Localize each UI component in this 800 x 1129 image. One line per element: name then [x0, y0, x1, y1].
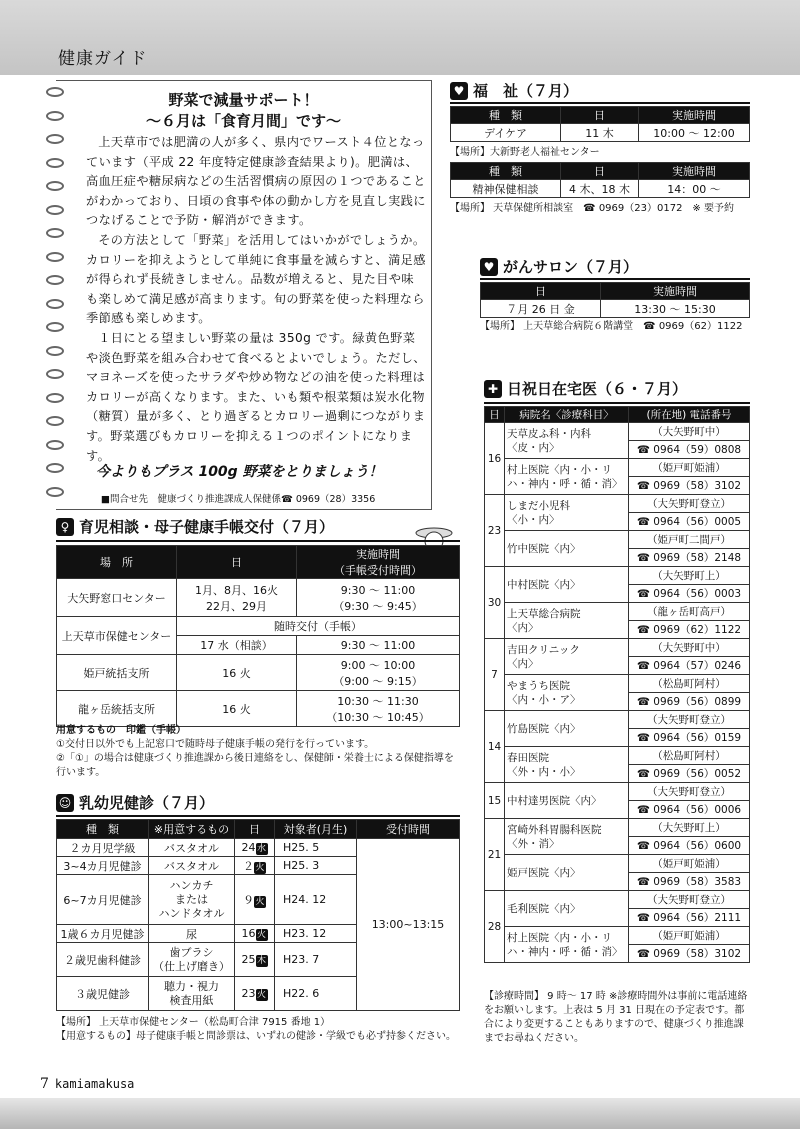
hospital-location: （大矢野町登立） [629, 495, 750, 513]
doctor-day: 28 [485, 891, 505, 963]
cell: デイケア [451, 124, 561, 142]
hospital-name: しまだ小児科 〈小・内〉 [505, 495, 629, 531]
hospital-location: （松島町阿村） [629, 675, 750, 693]
cell: 尿 [149, 925, 235, 943]
hospital-phone: ☎ 0964（56）0600 [629, 837, 750, 855]
hospital-phone: ☎ 0964（56）0005 [629, 513, 750, 531]
hospital-name: 上天草総合病院 〈内〉 [505, 603, 629, 639]
nyuyoji-place: 【場所】 上天草市保健センター（松島町合津 7915 番地 1） [56, 1017, 331, 1028]
hospital-name: 宮崎外科胃腸科医院 〈外・消〉 [505, 819, 629, 855]
cell: バスタオル [149, 839, 235, 857]
nyuyoji-notes [56, 1016, 476, 1044]
col-time: 実施時間 [601, 283, 750, 300]
cell: 3~4カ月児健診 [57, 857, 149, 875]
hospital-location: （大矢野町上） [629, 819, 750, 837]
hospital-name: 中村達男医院〈内〉 [505, 783, 629, 819]
cell: ３歳児健診 [57, 977, 149, 1011]
fukushi-place-2: 【場所】 天草保健所相談室 ☎ 0969（23）0172 ※ 要予約 [450, 203, 734, 214]
nyuyoji-heading [56, 792, 214, 813]
ikuji-items: 用意するもの 印鑑（手帳） [56, 725, 186, 736]
heart-icon: ♥ [480, 258, 498, 276]
cell: 14：00 ～ [639, 180, 750, 198]
cell: ２歳児歯科健診 [57, 943, 149, 977]
col-day: 日 [235, 820, 275, 839]
gan-table [480, 282, 750, 318]
col-day: 日 [481, 283, 601, 300]
cell: 25木 [235, 943, 275, 977]
col-kind: 種 類 [451, 107, 561, 124]
hospital-location: （姫戸町姫浦） [629, 927, 750, 945]
col-day: 日 [485, 407, 505, 423]
medical-cross-icon: ✚ [484, 380, 502, 398]
doctor-day: 7 [485, 639, 505, 711]
fukushi-title: 福 祉（７月） [473, 82, 579, 100]
fukushi-place-1: 【場所】大新野老人福祉センター [450, 147, 600, 158]
vegetable-paragraph: １日にとる望ましい野菜の量は 350g です。緑黄色野菜や淡色野菜を組み合わせて食べるとよいでしょう。ただし、マヨネーズを使ったサラダや炒め物などの油を使った料理はカロリーが高くなります。また、いも類や根菜類は炭水化物（糖質）量が多く、とり過ぎるとカロリー過剰につながります。野菜選びもカロリーを抑える１つのポイントになります。 [86, 330, 426, 463]
vegetable-inquiry: ■問合せ先 健康づくり推進課成人保健係☎ 0969（28）3356 [101, 494, 376, 505]
mother-icon: ♀ [56, 518, 74, 536]
page-number: 7 kamiamakusa [40, 1076, 135, 1092]
cell: 9:30 ～ 11:00 [297, 636, 460, 655]
hospital-name: 吉田クリニック 〈内〉 [505, 639, 629, 675]
doctor-day: 23 [485, 495, 505, 567]
zaitaku-note: 【診療時間】 9 時～ 17 時 ※診療時間外は事前に電話連絡をお願いします。上表は 5 月 31 日現在の予定表です。都合により変更することもありますので、健康づくり推進課までお尋ねください。 [484, 991, 748, 1044]
zaitaku-table [484, 406, 750, 963]
hospital-name: 春田医院 〈外・内・小〉 [505, 747, 629, 783]
hospital-phone: ☎ 0964（56）0006 [629, 801, 750, 819]
ikuji-table [56, 545, 460, 727]
hospital-phone: ☎ 0964（56）2111 [629, 909, 750, 927]
cell: H25. 5 [275, 839, 357, 857]
col-item: ※用意するもの [149, 820, 235, 839]
col-day: 日 [561, 107, 639, 124]
cell: H23. 12 [275, 925, 357, 943]
cell: バスタオル [149, 857, 235, 875]
col-day: 日 [177, 546, 297, 579]
cell: 17 水（相談） [177, 636, 297, 655]
cell: 聴力・視力 検査用紙 [149, 977, 235, 1011]
heart-icon: ♥ [450, 82, 468, 100]
vegetable-slogan: 今よりもプラス 100g 野菜をとりましょう！ [96, 464, 383, 480]
hospital-name: 天草皮ふ科・内科 〈皮・内〉 [505, 423, 629, 459]
hospital-location: （大矢野町中） [629, 639, 750, 657]
col-place: 場 所 [57, 546, 177, 579]
col-kind: 種 類 [57, 820, 149, 839]
cell: 23火 [235, 977, 275, 1011]
hospital-phone: ☎ 0969（56）0052 [629, 765, 750, 783]
cell: H24. 12 [275, 875, 357, 925]
ikuji-title: 育児相談・母子健康手帳交付（７月） [79, 518, 335, 536]
hospital-location: （松島町阿村） [629, 747, 750, 765]
vegetable-article [56, 80, 432, 510]
fukushi-table-1 [450, 106, 750, 142]
hospital-name: 中村医院〈内〉 [505, 567, 629, 603]
cell: 9:30 ～ 11:00 （9:30 ～ 9:45） [297, 579, 460, 617]
cell: 16火 [235, 925, 275, 943]
cell: 大矢野窓口センター [57, 579, 177, 617]
cell: H25. 3 [275, 857, 357, 875]
gan-place: 【場所】 上天草総合病院６階講堂 ☎ 0969（62）1122 [480, 321, 743, 332]
page-title: 健康ガイド [58, 49, 148, 69]
vegetable-paragraph: その方法として「野菜」を活用してはいかがでしょうか。カロリーを抑えようとして単純に食事量を減らすと、満足感が得られず長続きしません。品数が増えると、見た目や味も楽しめて満足感が高まります。旬の野菜を使った料理なら季節感も楽しめます。 [86, 232, 426, 326]
cell: 11 木 [561, 124, 639, 142]
hospital-location: （大矢野町中） [629, 423, 750, 441]
hospital-phone: ☎ 0969（58）3583 [629, 873, 750, 891]
doctor-day: 21 [485, 819, 505, 891]
gan-title: がんサロン（７月） [503, 258, 639, 276]
hospital-location: （龍ヶ岳町高戸） [629, 603, 750, 621]
cell: 16 火 [177, 655, 297, 691]
fukushi-table-2 [450, 162, 750, 198]
cell: ２火 [235, 857, 275, 875]
ikuji-note-2: ②「①」の場合は健康づくり推進課から後日連絡をし、保健師・栄養士による保健指導を行います。 [56, 753, 454, 778]
vegetable-paragraph: 上天草市では肥満の人が多く、県内でワースト４位となっています（平成 22 年度特定健康診査結果より)。肥満は、高血圧症や糖尿病などの生活習慣病の原因の１つであることがわかっており、日頃の食事や体の動かし方を見直し実践につなげることで予防・解消ができます。 [86, 135, 426, 228]
nyuyoji-items: 【用意するもの】母子健康手帳と問診票は、いずれの健診・学級でも必ず持参ください。 [56, 1031, 456, 1042]
zaitaku-heading [484, 378, 687, 399]
cell: ９火 [235, 875, 275, 925]
cell: 10:30 ～ 11:30 （10:30 ～ 10:45） [297, 691, 460, 727]
hospital-name: 村上医院〈内・小・リハ・神内・呼・循・消〉 [505, 459, 629, 495]
fukushi-heading [450, 80, 578, 101]
hospital-location: （大矢野町登立） [629, 891, 750, 909]
hospital-name: やまうち医院 〈内・小・ア〉 [505, 675, 629, 711]
binder-rings [46, 87, 66, 497]
col-reception: 受付時間 [357, 820, 460, 839]
hospital-location: （大矢野町登立） [629, 711, 750, 729]
col-phone: (所在地) 電話番号 [629, 407, 750, 423]
hospital-location: （大矢野町登立） [629, 783, 750, 801]
nyuyoji-table [56, 819, 460, 1011]
hospital-phone: ☎ 0969（58）3102 [629, 477, 750, 495]
cell: 龍ヶ岳統括支所 [57, 691, 177, 727]
cell: 姫戸統括支所 [57, 655, 177, 691]
col-hospital: 病院名〈診療科目〉 [505, 407, 629, 423]
vegetable-subtitle: ～６月は「食育月間」です～ [145, 112, 341, 130]
col-time: 実施時間 [639, 107, 750, 124]
gan-heading [480, 256, 638, 277]
cell: ２カ月児学級 [57, 839, 149, 857]
hospital-name: 村上医院〈内・小・リハ・神内・呼・循・消〉 [505, 927, 629, 963]
hospital-location: （大矢野町上） [629, 567, 750, 585]
doctor-day: 16 [485, 423, 505, 495]
hospital-location: （姫戸町二間戸） [629, 531, 750, 549]
reception-time: 13:00~13:15 [357, 839, 460, 1011]
cell: 9:00 ～ 10:00 （9:00 ～ 9:15） [297, 655, 460, 691]
cell: 6~7カ月児健診 [57, 875, 149, 925]
vegetable-body [86, 133, 426, 466]
hospital-name: 姫戸医院〈内〉 [505, 855, 629, 891]
cell: 随時交付（手帳） [177, 617, 460, 636]
cell: 13:30 ～ 15:30 [601, 300, 750, 318]
cell: H23. 7 [275, 943, 357, 977]
doctor-day: 15 [485, 783, 505, 819]
footer-bar [0, 1098, 800, 1129]
hospital-phone: ☎ 0969（58）2148 [629, 549, 750, 567]
col-kind: 種 類 [451, 163, 561, 180]
cell: ハンカチ または ハンドタオル [149, 875, 235, 925]
hospital-phone: ☎ 0969（58）3102 [629, 945, 750, 963]
cell: 24水 [235, 839, 275, 857]
ikuji-notes [56, 724, 460, 780]
col-time: 実施時間 （手帳受付時間） [297, 546, 460, 579]
hospital-location: （姫戸町姫浦） [629, 459, 750, 477]
hospital-phone: ☎ 0964（56）0003 [629, 585, 750, 603]
hospital-name: 竹島医院〈内〉 [505, 711, 629, 747]
col-target: 対象者(月生) [275, 820, 357, 839]
cell: 1歳６カ月児健診 [57, 925, 149, 943]
hospital-phone: ☎ 0964（57）0246 [629, 657, 750, 675]
cell: 1月、8月、16火 22月、29月 [177, 579, 297, 617]
hospital-phone: ☎ 0969（62）1122 [629, 621, 750, 639]
cell: 上天草市保健センター [57, 617, 177, 655]
cell: 精神保健相談 [451, 180, 561, 198]
cell: 歯ブラシ （仕上げ磨き） [149, 943, 235, 977]
col-time: 実施時間 [639, 163, 750, 180]
header-bar [0, 0, 800, 75]
hospital-location: （姫戸町姫浦） [629, 855, 750, 873]
hospital-phone: ☎ 0969（56）0899 [629, 693, 750, 711]
cell: H22. 6 [275, 977, 357, 1011]
doctor-day: 14 [485, 711, 505, 783]
cell: 10:00 ～ 12:00 [639, 124, 750, 142]
cell: ７月 26 日 金 [481, 300, 601, 318]
hospital-name: 毛利医院〈内〉 [505, 891, 629, 927]
hospital-name: 竹中医院〈内〉 [505, 531, 629, 567]
cell: 4 木、18 木 [561, 180, 639, 198]
vegetable-title: 野菜で減量サポート！ [168, 91, 319, 109]
baby-icon: ☺ [56, 794, 74, 812]
cell: 16 火 [177, 691, 297, 727]
zaitaku-title: 日祝日在宅医（６・７月） [507, 380, 688, 398]
doctor-day: 30 [485, 567, 505, 639]
nyuyoji-title: 乳幼児健診（７月） [79, 794, 215, 812]
col-day: 日 [561, 163, 639, 180]
hospital-phone: ☎ 0964（59）0808 [629, 441, 750, 459]
ikuji-note-1: ①交付日以外でも上記窓口で随時母子健康手帳の発行を行っています。 [56, 739, 375, 750]
hospital-phone: ☎ 0964（56）0159 [629, 729, 750, 747]
ikuji-heading [56, 516, 334, 537]
